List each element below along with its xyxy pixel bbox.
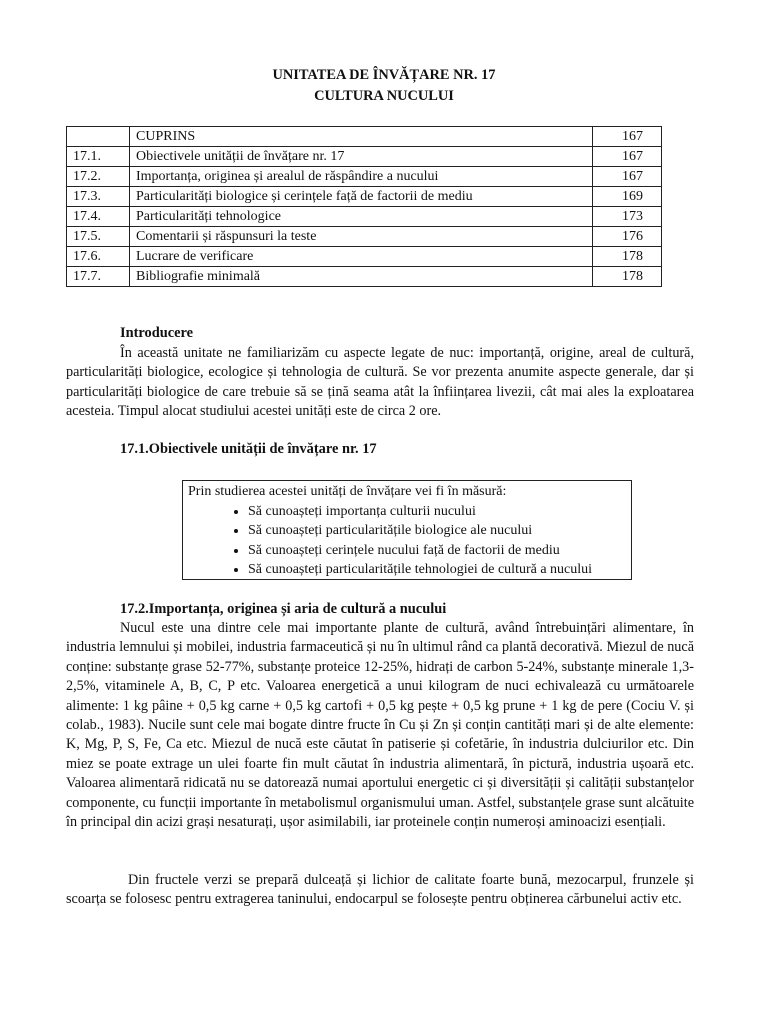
toc-num: 17.7. <box>67 267 130 287</box>
toc-header-row <box>67 127 662 147</box>
toc-header-page: 167 <box>593 127 662 147</box>
toc-page: 176 <box>593 227 662 247</box>
toc-page: 167 <box>593 147 662 167</box>
objectives-box <box>182 480 632 580</box>
table-row <box>67 267 662 287</box>
toc-num: 17.5. <box>67 227 130 247</box>
toc-page: 169 <box>593 187 662 207</box>
toc-label: Comentarii și răspunsuri la teste <box>130 227 593 247</box>
unit-subtitle: CULTURA NUCULUI <box>314 88 454 104</box>
toc-label: Bibliografie minimală <box>130 267 593 287</box>
toc-num: 17.4. <box>67 207 130 227</box>
toc-label: Particularități biologice și cerințele față de factorii de mediu <box>130 187 593 207</box>
toc-header-num <box>67 127 130 147</box>
importance-paragraph-1 <box>66 619 694 832</box>
intro-heading: Introducere <box>120 325 194 341</box>
list-item: • Să cunoașteți particularitățile tehnologiei de cultură a nucului <box>248 560 626 580</box>
toc-page: 173 <box>593 207 662 227</box>
objectives-intro: Prin studierea acestei unități de învățare vei fi în măsură: <box>188 484 507 499</box>
table-of-contents <box>66 126 662 287</box>
table-row <box>67 167 662 187</box>
list-item: • Să cunoașteți particularitățile biologice ale nucului <box>248 521 626 541</box>
toc-header-label: CUPRINS <box>130 127 593 147</box>
table-row <box>67 207 662 227</box>
intro-paragraph <box>66 344 694 422</box>
toc-num: 17.3. <box>67 187 130 207</box>
objectives-heading: 17.1.Obiectivele unității de învățare nr. 17 <box>120 441 377 457</box>
unit-title: UNITATEA DE ÎNVĂȚARE NR. 17 <box>272 67 496 83</box>
objectives-list <box>188 502 626 580</box>
toc-num: 17.1. <box>67 147 130 167</box>
toc-label: Obiectivele unității de învățare nr. 17 <box>130 147 593 167</box>
table-row <box>67 187 662 207</box>
importance-heading: 17.2.Importanța, originea și aria de cultură a nucului <box>120 601 447 617</box>
list-item: • Să cunoașteți importanța culturii nucului <box>248 502 626 522</box>
toc-num: 17.2. <box>67 167 130 187</box>
table-row <box>67 247 662 267</box>
intro-text: În această unitate ne familiarizăm cu aspecte legate de nuc: importanță, origine, areal de cultură, particularități biologice, ecologice și tehnologia de cultură. Se vor prezenta anumite aspecte generale, dar și particularități biologice de care trebuie să se țină seama atât la înființarea livezii, cât mai ales la exploatarea acesteia. Timpul alocat studiului acestei unități este de circa 2 ore. <box>66 345 694 420</box>
list-item: • Să cunoașteți cerințele nucului față de factorii de mediu <box>248 541 626 561</box>
importance-text-1: Nucul este una dintre cele mai importante plante de cultură, având întrebuințări alimentare, în industria lemnului și mobilei, industria farmaceutică și nu în ultimul rând ca plantă decorativă. Miezul de nucă conține: substanțe grase 52-77%, substanțe proteice 12-25%, hidrați de carbon 5-24%, substanțe minerale 1,3-2,5%, vitaminele A, B, C, P etc. Valoarea energetică a unui kilogram de nuci echivalează cu următoarele alimente: 1 kg pâine + 0,5 kg carne + 0,5 kg cartofi + 0,5 kg pește + 0,5 kg prune + 1 kg de pere (Cociu V. și colab., 1983). Nucile sunt cele mai bogate dintre fructe în Cu și Zn și conțin cantități mari și de alte elemente: K, Mg, P, S, Fe, Ca etc. Miezul de nucă este căutat în patiserie și cofetărie, în industria dulciurilor etc. Din miez se poate extrage un ulei foarte fin mult căutat în industria alimentară, în pictură, industria ușoară etc. Valoarea alimentară ridicată nu se datorează numai aportului energetic ci și diversității și calității substanțelor componente, cu funcții importante în metabolismul organismului uman. Astfel, substanțele grase sunt alcătuite în principal din acizi grași nesaturați, ușor asimilabili, iar proteinele conțin numeroși aminoacizi esențiali. <box>66 620 694 831</box>
toc-page: 178 <box>593 247 662 267</box>
toc-num: 17.6. <box>67 247 130 267</box>
toc-label: Lucrare de verificare <box>130 247 593 267</box>
toc-label: Particularități tehnologice <box>130 207 593 227</box>
toc-page: 167 <box>593 167 662 187</box>
toc-label: Importanța, originea și arealul de răspândire a nucului <box>130 167 593 187</box>
table-row <box>67 227 662 247</box>
importance-paragraph-2 <box>66 871 694 910</box>
table-row <box>67 147 662 167</box>
toc-page: 178 <box>593 267 662 287</box>
importance-text-2: Din fructele verzi se prepară dulceață și lichior de calitate foarte bună, mezocarpul, frunzele și scoarța se folosesc pentru extragerea taninului, endocarpul se folosește pentru obținerea cărbunelui activ etc. <box>66 872 694 908</box>
